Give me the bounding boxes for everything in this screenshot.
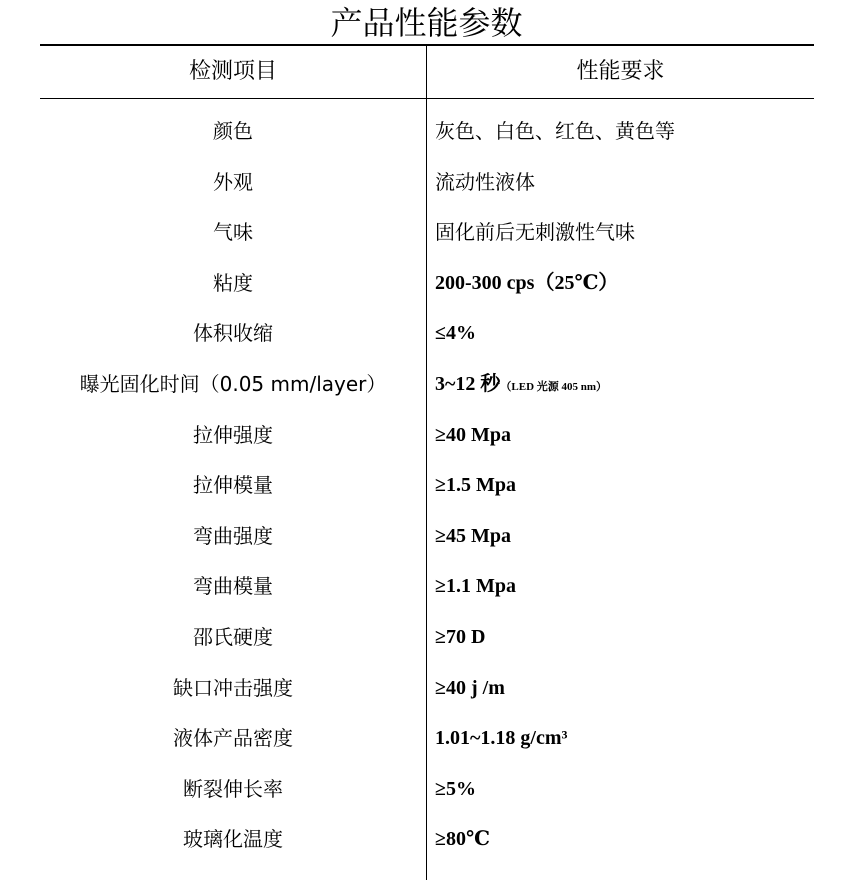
table-row	[40, 764, 814, 815]
row-item: 气味	[213, 220, 253, 245]
row-requirement-with-note	[435, 359, 814, 410]
row-requirement: ≥70 D	[435, 625, 486, 648]
row-item: 玻璃化温度	[183, 827, 283, 852]
table-row	[40, 106, 814, 157]
row-requirement: 200-300 cps（25℃）	[435, 271, 619, 294]
row-requirement: ≥1.1 Mpa	[435, 575, 516, 598]
row-item: 曝光固化时间（0.05 mm/layer）	[79, 371, 387, 396]
row-item: 弯曲强度	[193, 523, 273, 548]
table-header-rule	[40, 98, 814, 99]
row-requirement: ≥40 j /m	[435, 676, 505, 699]
row-requirement: ≤4%	[435, 322, 476, 345]
table-row	[40, 814, 814, 865]
table-row	[40, 561, 814, 612]
table-header	[40, 46, 814, 98]
page-title: 产品性能参数	[330, 4, 523, 42]
row-item: 粘度	[213, 270, 253, 295]
light-source-note: （LED 光源 405 nm）	[500, 380, 608, 393]
row-item: 弯曲模量	[193, 574, 273, 599]
row-requirement: 3~12 秒	[435, 372, 501, 395]
table-row	[40, 612, 814, 663]
table-row	[40, 207, 814, 258]
table-row	[40, 410, 814, 461]
row-requirement: 灰色、白色、红色、黄色等	[435, 119, 675, 143]
row-requirement: ≥80℃	[435, 828, 490, 851]
row-requirement: ≥40 Mpa	[435, 423, 511, 446]
row-requirement: ≥45 Mpa	[435, 524, 511, 547]
row-requirement: 流动性液体	[435, 169, 535, 194]
table-body	[40, 106, 814, 865]
row-item: 缺口冲击强度	[173, 675, 293, 700]
row-item: 液体产品密度	[173, 726, 293, 751]
row-item: 拉伸强度	[193, 422, 273, 447]
row-item: 体积收缩	[193, 321, 273, 346]
header-item: 检测项目	[188, 59, 277, 84]
table-row	[40, 157, 814, 208]
table-row	[40, 460, 814, 511]
row-item: 外观	[213, 169, 253, 194]
row-item: 邵氏硬度	[193, 624, 273, 649]
table-row	[40, 663, 814, 714]
row-item: 颜色	[213, 119, 253, 143]
row-item: 拉伸模量	[193, 473, 273, 498]
table-row	[40, 258, 814, 309]
row-item: 断裂伸长率	[183, 776, 283, 801]
row-requirement: 固化前后无刺激性气味	[435, 220, 635, 245]
row-requirement: ≥5%	[435, 777, 476, 800]
row-requirement: 1.01~1.18 g/cm³	[435, 727, 568, 750]
table-row	[40, 359, 814, 410]
table-row	[40, 308, 814, 359]
table-row	[40, 511, 814, 562]
table-row	[40, 713, 814, 764]
row-requirement: ≥1.5 Mpa	[435, 474, 516, 497]
header-requirement: 性能要求	[576, 59, 665, 84]
